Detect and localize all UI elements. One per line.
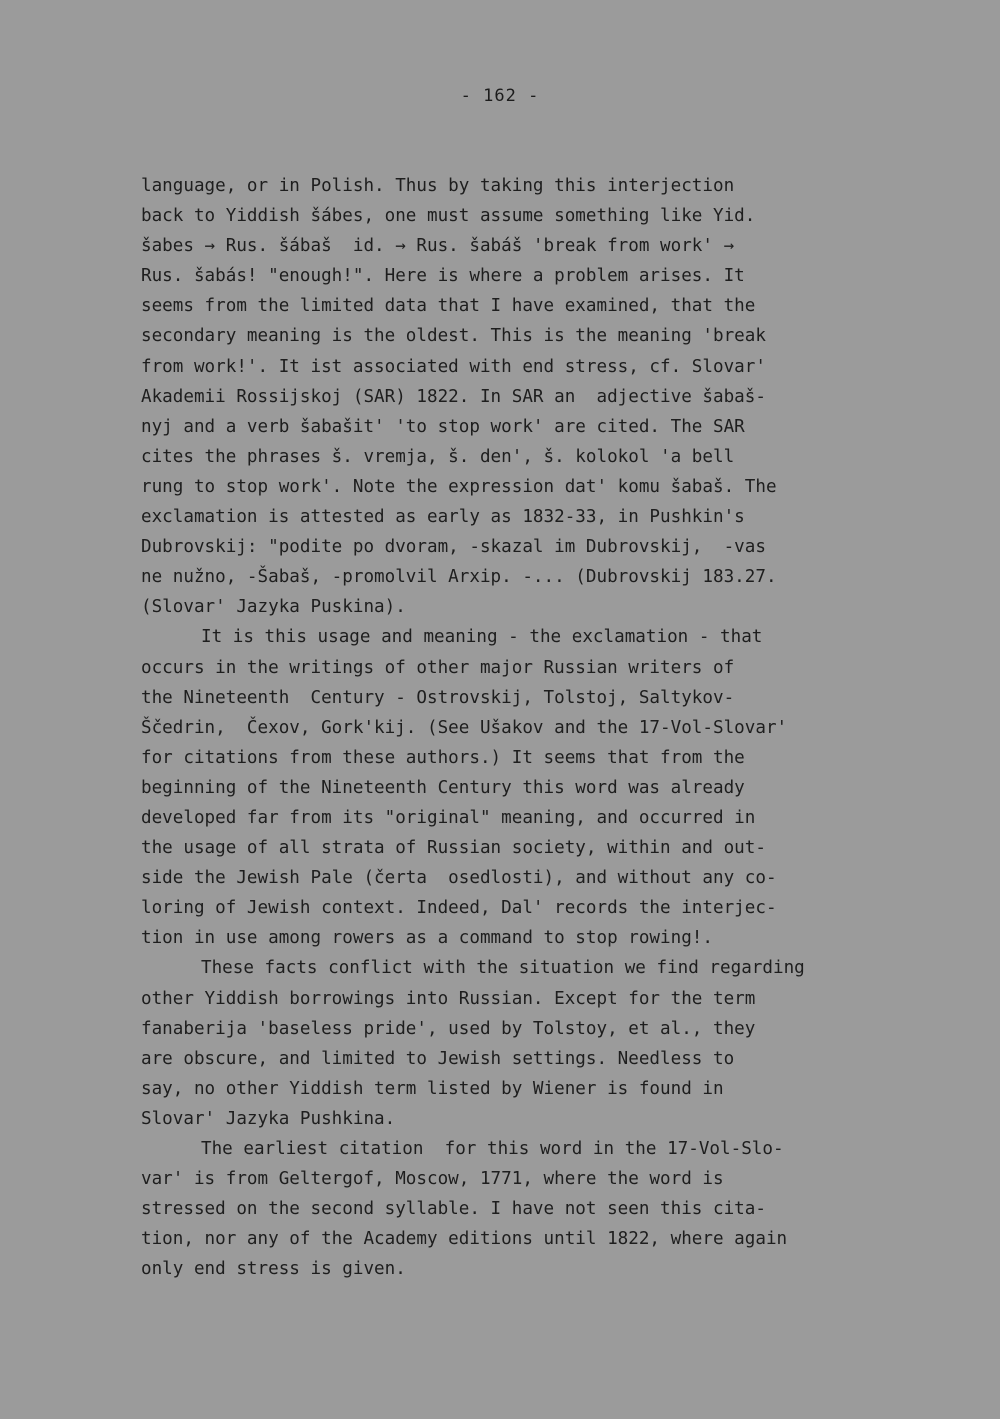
text-line: ne nužno, -Šabaš, -promolvil Arxip. -... (Dubrovskij 183.27. (141, 567, 777, 588)
text-line: say, no other Yiddish term listed by Wiener is found in (141, 1078, 724, 1099)
text-line: tion, nor any of the Academy editions until 1822, where again (141, 1229, 788, 1250)
text-line: rung to stop work'. Note the expression dat' komu šabaš. The (141, 476, 777, 497)
text-line: the usage of all strata of Russian society, within and out- (141, 838, 766, 859)
text-line: back to Yiddish šábes, one must assume something like Yid. (141, 206, 756, 227)
text-line: are obscure, and limited to Jewish settings. Needless to (141, 1048, 735, 1069)
body-text (141, 171, 901, 1284)
text-line: secondary meaning is the oldest. This is the meaning 'break (141, 326, 766, 347)
text-line: cites the phrases š. vremja, š. den', š. kolokol 'a bell (141, 446, 735, 467)
text-line: It is this usage and meaning - the exclamation - that (201, 627, 763, 648)
text-line: the Nineteenth Century - Ostrovskij, Tolstoj, Saltykov- (141, 687, 735, 708)
text-line: language, or in Polish. Thus by taking this interjection (141, 176, 735, 196)
text-line: beginning of the Nineteenth Century this word was already (141, 777, 745, 798)
text-line: nyj and a verb šabašit' 'to stop work' are cited. The SAR (141, 416, 745, 437)
text-line: fanaberija 'baseless pride', used by Tolstoy, et al., they (141, 1018, 756, 1039)
text-line: side the Jewish Pale (čerta osedlosti), and without any co- (141, 868, 777, 889)
text-line: šabes → Rus. šábaš id. → Rus. šabáš 'break from work' → (141, 236, 735, 257)
text-line: only end stress is given. (141, 1259, 406, 1280)
text-line: Slovar' Jazyka Pushkina. (141, 1108, 396, 1129)
text-line: developed far from its "original" meaning, and occurred in (141, 807, 756, 828)
text-line: from work!'. It ist associated with end stress, cf. Slovar' (141, 356, 766, 377)
page-number: - 162 - (460, 86, 540, 106)
text-line: tion in use among rowers as a command to stop rowing!. (141, 928, 713, 949)
text-line: Akademii Rossijskoj (SAR) 1822. In SAR an adjective šabaš- (141, 386, 766, 407)
text-line: stressed on the second syllable. I have not seen this cita- (141, 1199, 766, 1220)
text-line: for citations from these authors.) It seems that from the (141, 747, 745, 768)
text-line: (Slovar' Jazyka Puskina). (141, 597, 406, 618)
text-line: var' is from Geltergof, Moscow, 1771, where the word is (141, 1169, 724, 1190)
text-line: other Yiddish borrowings into Russian. Except for the term (141, 988, 756, 1009)
text-line: These facts conflict with the situation we find regarding (201, 958, 805, 979)
text-line: Rus. šabás! "enough!". Here is where a problem arises. It (141, 266, 745, 287)
text-line: occurs in the writings of other major Russian writers of (141, 657, 735, 678)
text-line: exclamation is attested as early as 1832-33, in Pushkin's (141, 507, 745, 528)
text-line: The earliest citation for this word in the 17-Vol-Slo- (201, 1139, 784, 1159)
text-line: seems from the limited data that I have examined, that the (141, 296, 756, 317)
text-line: Ščedrin, Čexov, Gork'kij. (See Ušakov and the 17-Vol-Slovar' (141, 717, 788, 738)
text-line: loring of Jewish context. Indeed, Dal' records the interjec- (141, 898, 777, 919)
text-line: Dubrovskij: "podite po dvoram, -skazal im Dubrovskij, -vas (141, 537, 766, 558)
